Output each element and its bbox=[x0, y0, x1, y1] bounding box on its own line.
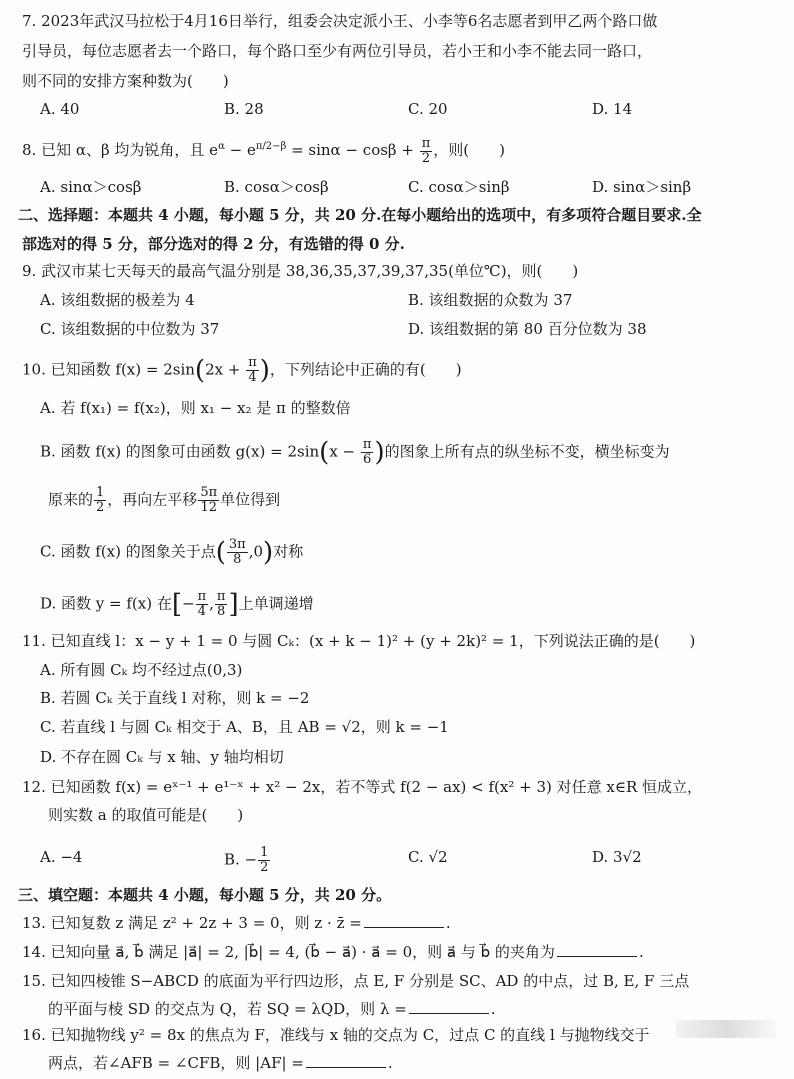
q12-option-d: D. 3√2 bbox=[592, 848, 642, 866]
q10-frac-1: $\frac{\pi}{4}$ bbox=[248, 355, 257, 385]
q7-option-a: A. 40 bbox=[40, 100, 80, 118]
q10-option-b-line2 bbox=[48, 486, 280, 515]
q8-option-a: A. sinα＞cosβ bbox=[40, 178, 142, 196]
q11-stem: 11. 已知直线 l：x − y + 1 = 0 与圆 Cₖ：(x + k − 1)² + (y + 2k)² = 1，下列说法正确的是( ) bbox=[22, 632, 696, 650]
q9-stem: 9. 武汉市某七天每天的最高气温分别是 38,36,35,37,39,37,35(单位℃)，则( ) bbox=[22, 262, 579, 280]
q10-frac-3: $\frac{1}{2}$ bbox=[96, 485, 105, 515]
q10-b-end: 的图象上所有点的纵坐标不变，横坐标变为 bbox=[384, 442, 670, 461]
q8-option-b: B. cosα＞cosβ bbox=[224, 178, 329, 196]
q10-frac-7: $\frac{\pi}{8}$ bbox=[216, 589, 226, 619]
q7-line3: 则不同的安排方案种数为( ) bbox=[22, 72, 229, 90]
q10-b2-mid: ，再向左平移 bbox=[107, 490, 198, 509]
q10-b-start: B. 函数 f(x) 的图象可由函数 g(x) = 2sin bbox=[40, 442, 320, 461]
q10-frac-4: $\frac{5\pi}{12}$ bbox=[200, 485, 218, 515]
q7-option-d: D. 14 bbox=[592, 100, 633, 118]
q14-answer-blank[interactable] bbox=[557, 942, 637, 957]
q13: 13. 已知复数 z 满足 z² + 2z + 3 = 0，则 z · z̄ = . bbox=[22, 914, 451, 932]
q11-option-d: D. 不存在圆 Cₖ 与 x 轴、y 轴均相切 bbox=[40, 748, 284, 766]
q8-mid1: − e bbox=[224, 141, 256, 159]
q10-frac-5: $\frac{3\pi}{8}$ bbox=[228, 537, 246, 567]
q10-stem-inner: 2x + bbox=[205, 360, 246, 379]
q8-stem-end: ，则( ) bbox=[433, 141, 505, 159]
q10-d-comma: , bbox=[209, 594, 214, 613]
q10-option-d: D. 函数 y = f(x) 在[− $\frac{\pi}{4}$ , $\frac{\pi}{8}$ ]上单调递增 bbox=[40, 589, 314, 620]
q10-frac-2: $\frac{\pi}{6}$ bbox=[362, 437, 372, 467]
q10-option-b-line1: B. 函数 f(x) 的图象可由函数 g(x) = 2sin(x − $\frac{\pi}{6}$ )的图象上所有点的纵坐标不变，横坐标变为 bbox=[40, 437, 670, 468]
q13-text: 13. 已知复数 z 满足 z² + 2z + 3 = 0，则 z · z̄ = bbox=[22, 914, 362, 932]
q11-option-b: B. 若圆 Cₖ 关于直线 l 对称，则 k = −2 bbox=[40, 689, 310, 707]
q15-text: 的平面与棱 SD 的交点为 Q，若 SQ = λQD，则 λ = bbox=[48, 1000, 407, 1018]
q10-frac-6: $\frac{\pi}{4}$ bbox=[197, 589, 207, 619]
q8-option-c: C. cosα＞sinβ bbox=[408, 178, 510, 196]
q8-stem-start: 8. 已知 α、β 均为锐角，且 e bbox=[22, 141, 219, 159]
q10-b2-end: 单位得到 bbox=[220, 490, 281, 509]
scan-smudge bbox=[676, 1020, 776, 1038]
q11-option-c: C. 若直线 l 与圆 Cₖ 相交于 A、B，且 AB = √2，则 k = −1 bbox=[40, 718, 449, 736]
q8-fraction: $\frac{\pi}{2}$ bbox=[421, 135, 431, 166]
section3-heading: 三、填空题：本题共 4 小题，每小题 5 分，共 20 分。 bbox=[18, 886, 392, 904]
q8-stem bbox=[22, 136, 505, 166]
q12-option-c: C. √2 bbox=[408, 848, 448, 866]
q10-stem-end: ，下列结论中正确的有( ) bbox=[269, 360, 462, 379]
q12-frac: $\frac{1}{2}$ bbox=[260, 845, 269, 875]
q10-d-end: 上单调递增 bbox=[238, 594, 314, 613]
q16-text: 两点，若∠AFB = ∠CFB，则 |AF| = bbox=[48, 1054, 304, 1072]
q10-c-end: 对称 bbox=[273, 542, 304, 561]
q7-option-c: C. 20 bbox=[408, 100, 448, 118]
q8-mid2: = sinα − cosβ + bbox=[286, 141, 419, 159]
q7-option-b: B. 28 bbox=[224, 100, 264, 118]
q12-option-b: B. − $\frac{1}{2}$ bbox=[224, 845, 269, 875]
q15-answer-blank[interactable] bbox=[409, 999, 489, 1014]
q11-option-a: A. 所有圆 Cₖ 均不经过点(0,3) bbox=[40, 661, 243, 679]
q10-stem-start: 10. 已知函数 f(x) = 2sin bbox=[22, 360, 195, 379]
q12-stem-line1: 12. 已知函数 f(x) = eˣ⁻¹ + e¹⁻ˣ + x² − 2x，若不等式 f(2 − ax) < f(x² + 3) 对任意 x∈R 恒成立， bbox=[22, 778, 703, 796]
q7-line2: 引导员，每位志愿者去一个路口，每个路口至少有两位引导员，若小王和小李不能去同一路口， bbox=[22, 42, 653, 60]
q10-option-a: A. 若 f(x₁) = f(x₂)，则 x₁ − x₂ 是 π 的整数倍 bbox=[40, 399, 351, 417]
q8-exp2: π/2−β bbox=[255, 141, 287, 152]
q9-option-d: D. 该组数据的第 80 百分位数为 38 bbox=[408, 320, 647, 338]
q13-answer-blank[interactable] bbox=[364, 913, 444, 928]
q10-stem: 10. 已知函数 f(x) = 2sin(2x + $\frac{\pi}{4}$ )，下列结论中正确的有( ) bbox=[22, 355, 462, 386]
q9-option-a: A. 该组数据的极差为 4 bbox=[40, 291, 195, 309]
q16-answer-blank[interactable] bbox=[306, 1053, 386, 1068]
q8-exp1: α bbox=[218, 141, 225, 152]
section2-heading-line1: 二、选择题：本题共 4 小题，每小题 5 分，共 20 分.在每小题给出的选项中，有多项符合题目要求.全 bbox=[18, 206, 702, 224]
q15-line2: 的平面与棱 SD 的交点为 Q，若 SQ = λQD，则 λ = . bbox=[48, 1000, 496, 1018]
q14-text: 14. 已知向量 a⃗, b⃗ 满足 |a⃗| = 2, |b⃗| = 4, (b⃗ − a⃗) · a⃗ = 0，则 a⃗ 与 b⃗ 的夹角为 bbox=[22, 943, 555, 961]
q10-b2-start: 原来的 bbox=[48, 490, 94, 509]
q9-option-b: B. 该组数据的众数为 37 bbox=[408, 291, 573, 309]
q8-option-d: D. sinα＞sinβ bbox=[592, 178, 692, 196]
q10-d-minus: − bbox=[182, 594, 195, 613]
q12-option-a: A. −4 bbox=[40, 848, 83, 866]
q7-line1: 7. 2023年武汉马拉松于4月16日举行，组委会决定派小王、小李等6名志愿者到甲乙两个路口做 bbox=[22, 12, 658, 30]
section2-heading-line2: 部选对的得 5 分，部分选对的得 2 分，有选错的得 0 分. bbox=[22, 235, 405, 253]
q10-d-start: D. 函数 y = f(x) 在 bbox=[40, 594, 172, 613]
q16-line2: 两点，若∠AFB = ∠CFB，则 |AF| = . bbox=[48, 1054, 393, 1072]
q15-line1: 15. 已知四棱锥 S−ABCD 的底面为平行四边形，点 E, F 分别是 SC、AD 的中点，过 B, E, F 三点 bbox=[22, 972, 690, 990]
q10-option-c: C. 函数 f(x) 的图象关于点( $\frac{3\pi}{8}$ ,0)对称 bbox=[40, 537, 304, 568]
q14: 14. 已知向量 a⃗, b⃗ 满足 |a⃗| = 2, |b⃗| = 4, (b⃗ − a⃗) · a⃗ = 0，则 a⃗ 与 b⃗ 的夹角为 . bbox=[22, 943, 644, 961]
q10-b-inner: x − bbox=[329, 442, 360, 461]
q10-c-mid: ,0 bbox=[248, 542, 264, 561]
q16-line1: 16. 已知抛物线 y² = 8x 的焦点为 F，准线与 x 轴的交点为 C，过点 C 的直线 l 与抛物线交于 bbox=[22, 1026, 650, 1044]
q10-c-start: C. 函数 f(x) 的图象关于点 bbox=[40, 542, 216, 561]
q9-option-c: C. 该组数据的中位数为 37 bbox=[40, 320, 220, 338]
q12-stem-line2: 则实数 a 的取值可能是( ) bbox=[48, 806, 244, 824]
